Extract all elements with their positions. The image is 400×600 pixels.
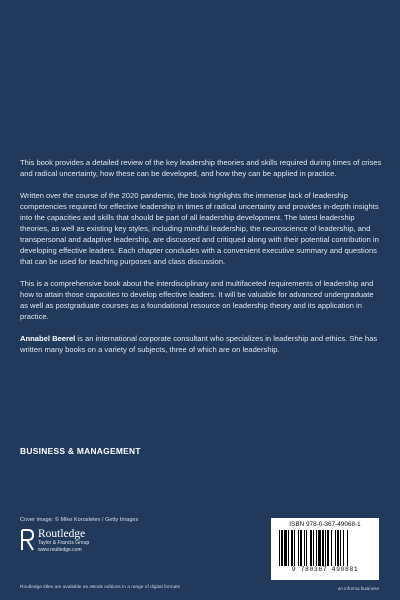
barcode-bar [335, 530, 336, 566]
barcode-bar [310, 530, 312, 566]
barcode-bar [340, 530, 341, 566]
barcode-bar [300, 530, 302, 566]
author-bio-text: is an international corporate consultant who specializes in leadership and ethics. She has written many books on a variety of subjects, three of which are on leadership. [20, 334, 378, 354]
barcode-bar [294, 530, 295, 566]
barcode-bar [316, 530, 317, 566]
author-bio [20, 333, 382, 355]
publisher-group: Taylor & Francis Group [38, 540, 90, 546]
barcode-bar [279, 530, 280, 566]
barcode-bar [313, 530, 314, 566]
barcode-bar [291, 530, 293, 566]
barcode-bar [281, 530, 283, 566]
blurb-paragraph-2: Written over the course of the 2020 pandemic, the book highlights the immense lack of leadership competencies required for effective leadership in times of radical uncertainty and provides in-depth insights into the capacities and skills that should be part of all leadership development. The latest leadership theories, as well as existing key styles, including mindful leadership, the neuroscience of leadership, and transpersonal and adaptive leadership, are discussed and critiqued along with their potential contribution in developing effective leaders. Each chapter concludes with a convenient executive summary and questions that can be used for teaching purposes and class discussion. [20, 191, 379, 266]
barcode-bar [337, 530, 339, 566]
barcode-bar [331, 530, 332, 566]
subject-category: BUSINESS & MANAGEMENT [20, 446, 141, 456]
isbn-barcode [271, 518, 379, 580]
cover-image-credit: Cover image: © Mike Korostelev / Getty Images [20, 517, 139, 523]
barcode-bar [347, 530, 348, 566]
barcode-bar [327, 530, 329, 566]
barcode-bar [322, 530, 324, 566]
barcode-bar [298, 530, 299, 566]
barcode-number: 9 780367 490881 [291, 566, 359, 573]
informa-tagline: an informa business [337, 586, 379, 591]
publisher-name: Routledge [38, 528, 86, 540]
barcode-bar [325, 530, 326, 566]
barcode-bars [277, 530, 373, 566]
barcode-bar [304, 530, 305, 566]
barcode-bar [343, 530, 344, 566]
barcode-bar [306, 530, 307, 566]
isbn-label: ISBN 978-0-367-49068-1 [289, 521, 361, 528]
blurb-paragraph-3: This is a comprehensive book about the interdisciplinary and multifaceted requirements of leadership and how to attain those capacities to develop effective leaders. It will be valuable for advanced undergraduate as well as postgraduate courses as a foundational resource on leadership theory and its application in practice. [20, 279, 374, 321]
author-name: Annabel Beerel [20, 334, 76, 343]
publisher-logo [20, 529, 89, 553]
barcode-bar [284, 530, 287, 566]
routledge-r-logo-icon [20, 529, 34, 551]
ebook-note: Routledge titles are available as eBook editions in a range of digital formats [20, 585, 180, 590]
publisher-url[interactable]: www.routledge.com [38, 547, 82, 553]
blurb [20, 157, 382, 366]
barcode-bar [318, 530, 321, 566]
blurb-paragraph-1: This book provides a detailed review of the key leadership theories and skills required during times of crises and radical uncertainty, how these can be developed, and how they can be applied in practice. [20, 158, 382, 178]
barcode-bar [288, 530, 289, 566]
